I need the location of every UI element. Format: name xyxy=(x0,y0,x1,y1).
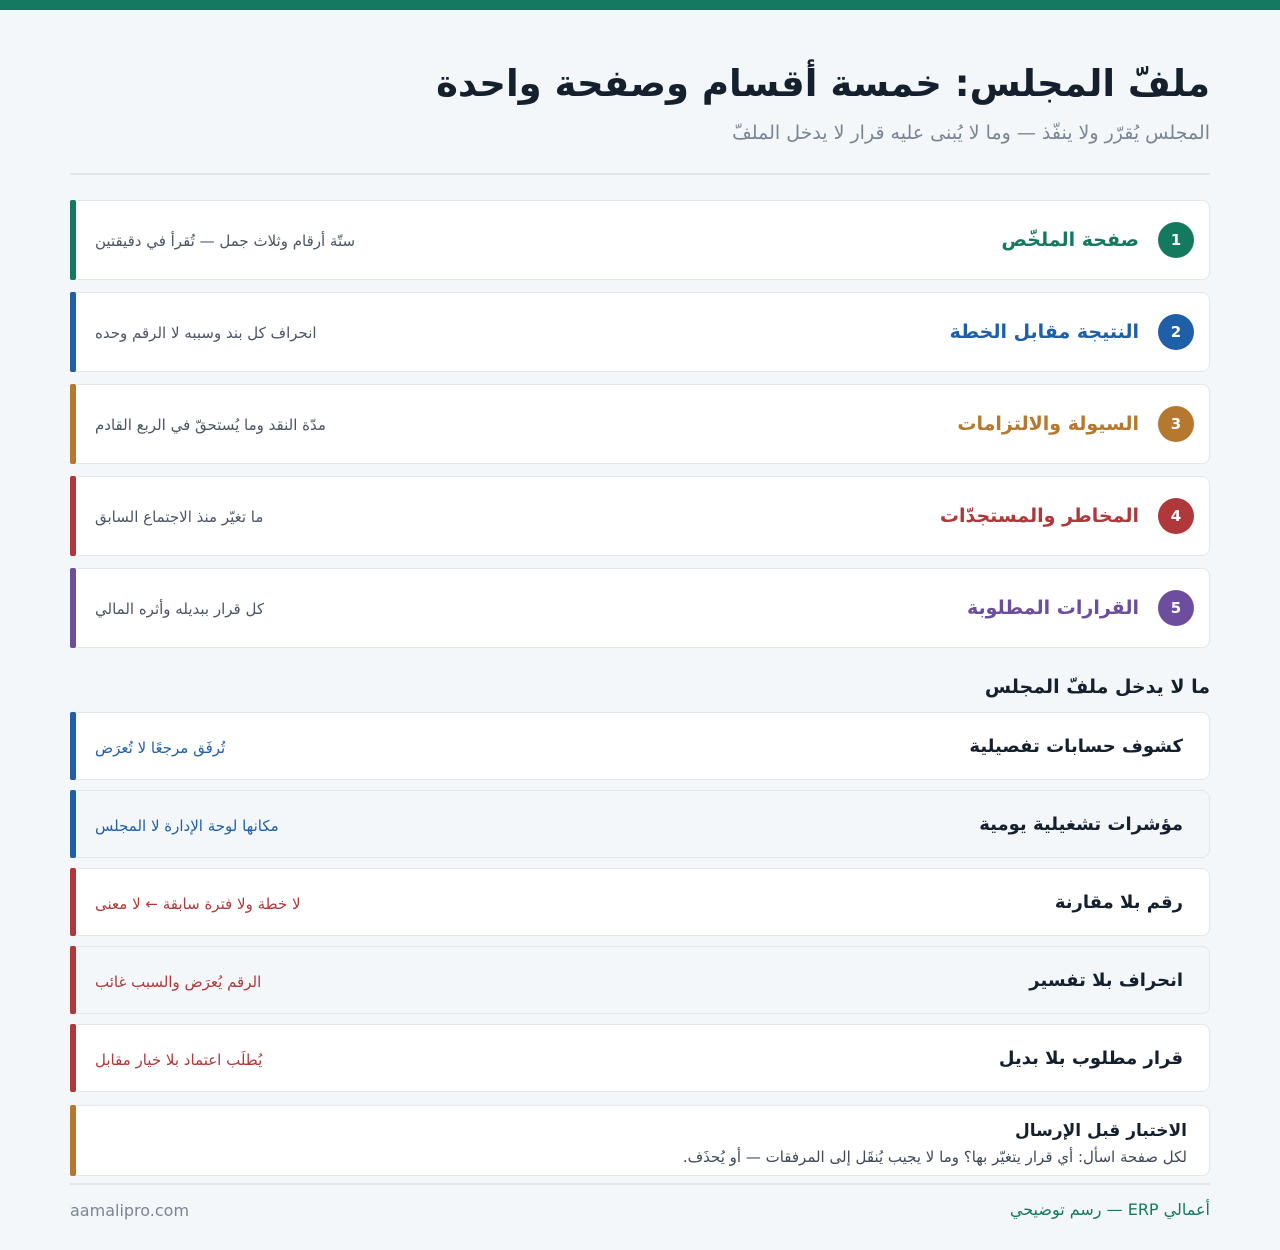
page-title: ملفّ المجلس: خمسة أقسام وصفحة واحدة xyxy=(436,62,1210,105)
exclusion-title: قرار مطلوب بلا بديل xyxy=(998,1048,1183,1069)
page-subtitle: المجلس يُقرّر ولا ينفّذ — وما لا يُبنى عليه قرار لا يدخل الملفّ xyxy=(732,122,1210,144)
card-accent xyxy=(70,712,76,780)
card-accent xyxy=(70,200,76,280)
card-accent xyxy=(70,384,76,464)
section-description: ما تغيّر منذ الاجتماع السابق xyxy=(95,508,264,526)
section-card xyxy=(70,568,1210,648)
pre-send-test-title: الاختبار قبل الإرسال xyxy=(1015,1121,1187,1141)
section-title: القرارات المطلوبة xyxy=(966,597,1139,619)
card-accent xyxy=(70,1024,76,1092)
exclusion-title: رقم بلا مقارنة xyxy=(1054,892,1183,913)
card-accent xyxy=(70,946,76,1014)
section-card xyxy=(70,292,1210,372)
section-title: صفحة الملخّص xyxy=(1001,229,1139,251)
section-number-badge: 1 xyxy=(1158,222,1194,258)
exclusion-card xyxy=(70,1024,1210,1092)
card-accent xyxy=(70,1105,76,1176)
card-accent xyxy=(70,568,76,648)
section-card xyxy=(70,200,1210,280)
section-title: النتيجة مقابل الخطة xyxy=(949,321,1139,343)
section-number-badge: 3 xyxy=(1158,406,1194,442)
card-accent xyxy=(70,292,76,372)
section-description: ستّة أرقام وثلاث جمل — تُقرأ في دقيقتين xyxy=(95,232,356,250)
exclusion-note: مكانها لوحة الإدارة لا المجلس xyxy=(95,817,279,835)
exclusion-note: الرقم يُعرَض والسبب غائب xyxy=(95,973,262,991)
section-number-badge: 2 xyxy=(1158,314,1194,350)
exclusion-title: انحراف بلا تفسير xyxy=(1029,970,1183,991)
section-title: السيولة والالتزامات xyxy=(957,413,1139,435)
footer-brand: أعمالي ERP — رسم توضيحي xyxy=(1009,1200,1210,1219)
card-accent xyxy=(70,790,76,858)
exclusion-note: يُطلَب اعتماد بلا خيار مقابل xyxy=(95,1051,263,1069)
pre-send-test-card xyxy=(70,1105,1210,1176)
exclusion-card xyxy=(70,712,1210,780)
exclusion-card xyxy=(70,790,1210,858)
exclusion-title: كشوف حسابات تفصيلية xyxy=(969,736,1183,757)
section-title: المخاطر والمستجدّات xyxy=(939,505,1139,527)
footer-site: aamalipro.com xyxy=(70,1201,190,1220)
exclusion-title: مؤشرات تشغيلية يومية xyxy=(979,814,1183,835)
section-number-badge: 4 xyxy=(1158,498,1194,534)
pre-send-test-text: لكل صفحة اسأل: أي قرار يتغيّر بها؟ وما لا يجيب يُنقَل إلى المرفقات — أو يُحذَف. xyxy=(682,1148,1187,1166)
section-number-badge: 5 xyxy=(1158,590,1194,626)
header-divider xyxy=(70,173,1210,175)
card-accent xyxy=(70,868,76,936)
card-accent xyxy=(70,476,76,556)
footer-divider xyxy=(70,1183,1210,1185)
exclusion-note: تُرفَق مرجعًا لا تُعرَض xyxy=(95,739,226,757)
section-card xyxy=(70,476,1210,556)
exclusions-heading: ما لا يدخل ملفّ المجلس xyxy=(984,676,1210,698)
exclusion-card xyxy=(70,868,1210,936)
top-accent-bar xyxy=(0,0,1280,10)
section-description: مدّة النقد وما يُستحقّ في الربع القادم xyxy=(95,416,326,434)
section-card xyxy=(70,384,1210,464)
exclusion-note: لا خطة ولا فترة سابقة ← لا معنى xyxy=(95,895,301,913)
section-description: كل قرار ببديله وأثره المالي xyxy=(95,600,264,618)
exclusion-card xyxy=(70,946,1210,1014)
section-description: انحراف كل بند وسببه لا الرقم وحده xyxy=(95,324,317,342)
